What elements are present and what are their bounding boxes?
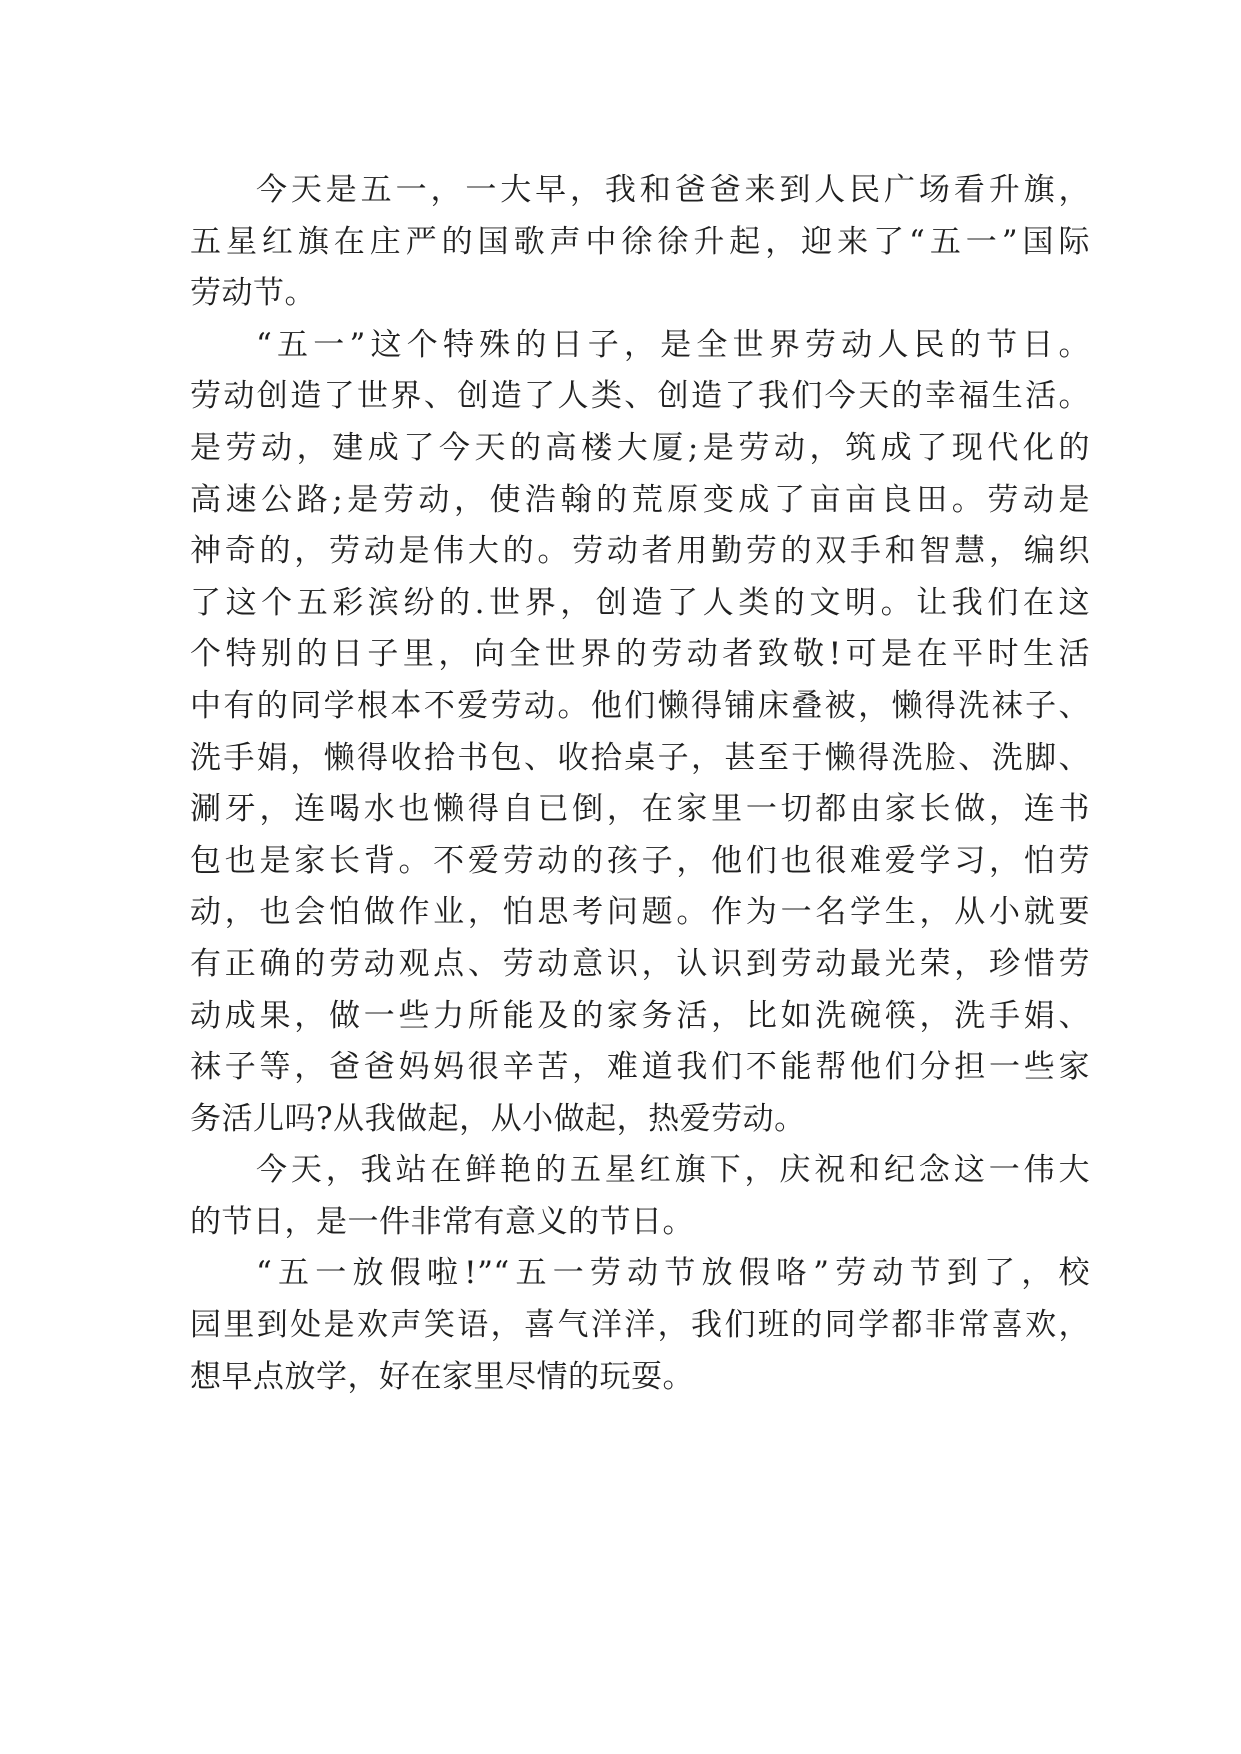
text-line: 想早点放学，好在家里尽情的玩耍。: [190, 1358, 694, 1395]
text-line: “五一”这个特殊的日子，是全世界劳动人民的节日。: [256, 326, 1090, 363]
article-body: [190, 165, 1090, 1403]
text-line: “五一放假啦!”“五一劳动节放假咯”劳动节到了，校: [256, 1255, 1090, 1292]
text-line: 有正确的劳动观点、劳动意识，认识到劳动最光荣，珍惜劳: [190, 945, 1090, 982]
text-line: 中有的同学根本不爱劳动。他们懒得铺床叠被，懒得洗袜子、: [190, 687, 1090, 724]
text-line: 务活儿吗?从我做起，从小做起，热爱劳动。: [190, 1100, 806, 1137]
text-line: 动成果，做一些力所能及的家务活，比如洗碗筷，洗手娟、: [190, 997, 1090, 1034]
text-line: 今天是五一，一大早，我和爸爸来到人民广场看升旗，: [256, 172, 1090, 208]
paragraph-2: [190, 320, 1090, 1146]
text-line: 高速公路;是劳动，使浩翰的荒原变成了亩亩良田。劳动是: [190, 481, 1090, 518]
text-line: 动，也会怕做作业，怕思考问题。作为一名学生，从小就要: [190, 894, 1090, 931]
paragraph-1: [190, 165, 1090, 320]
text-line: 洗手娟，懒得收拾书包、收拾桌子，甚至于懒得洗脸、洗脚、: [190, 739, 1090, 776]
text-line: 劳动创造了世界、创造了人类、创造了我们今天的幸福生活。: [190, 378, 1090, 415]
text-line: 的节日，是一件非常有意义的节日。: [190, 1203, 694, 1240]
paragraph-4: [190, 1248, 1090, 1403]
text-line: 今天，我站在鲜艳的五星红旗下，庆祝和纪念这一伟大: [256, 1152, 1090, 1189]
text-line: 了这个五彩滨纷的.世界，创造了人类的文明。让我们在这: [190, 584, 1090, 621]
text-line: 包也是家长背。不爱劳动的孩子，他们也很难爱学习，怕劳: [190, 842, 1090, 879]
text-line: 神奇的，劳动是伟大的。劳动者用勤劳的双手和智慧，编织: [190, 533, 1090, 570]
paragraph-3: [190, 1145, 1090, 1248]
text-line: 个特别的日子里，向全世界的劳动者致敬!可是在平时生活: [190, 636, 1090, 673]
text-line: 园里到处是欢声笑语，喜气洋洋，我们班的同学都非常喜欢，: [190, 1307, 1090, 1344]
text-line: 是劳动，建成了今天的高楼大厦;是劳动，筑成了现代化的: [190, 429, 1090, 466]
text-line: 涮牙，连喝水也懒得自已倒，在家里一切都由家长做，连书: [190, 791, 1090, 828]
text-line: 劳动节。: [190, 275, 316, 312]
text-line: 五星红旗在庄严的国歌声中徐徐升起，迎来了“五一”国际: [190, 223, 1090, 260]
text-line: 袜子等，爸爸妈妈很辛苦，难道我们不能帮他们分担一些家: [190, 1049, 1090, 1086]
